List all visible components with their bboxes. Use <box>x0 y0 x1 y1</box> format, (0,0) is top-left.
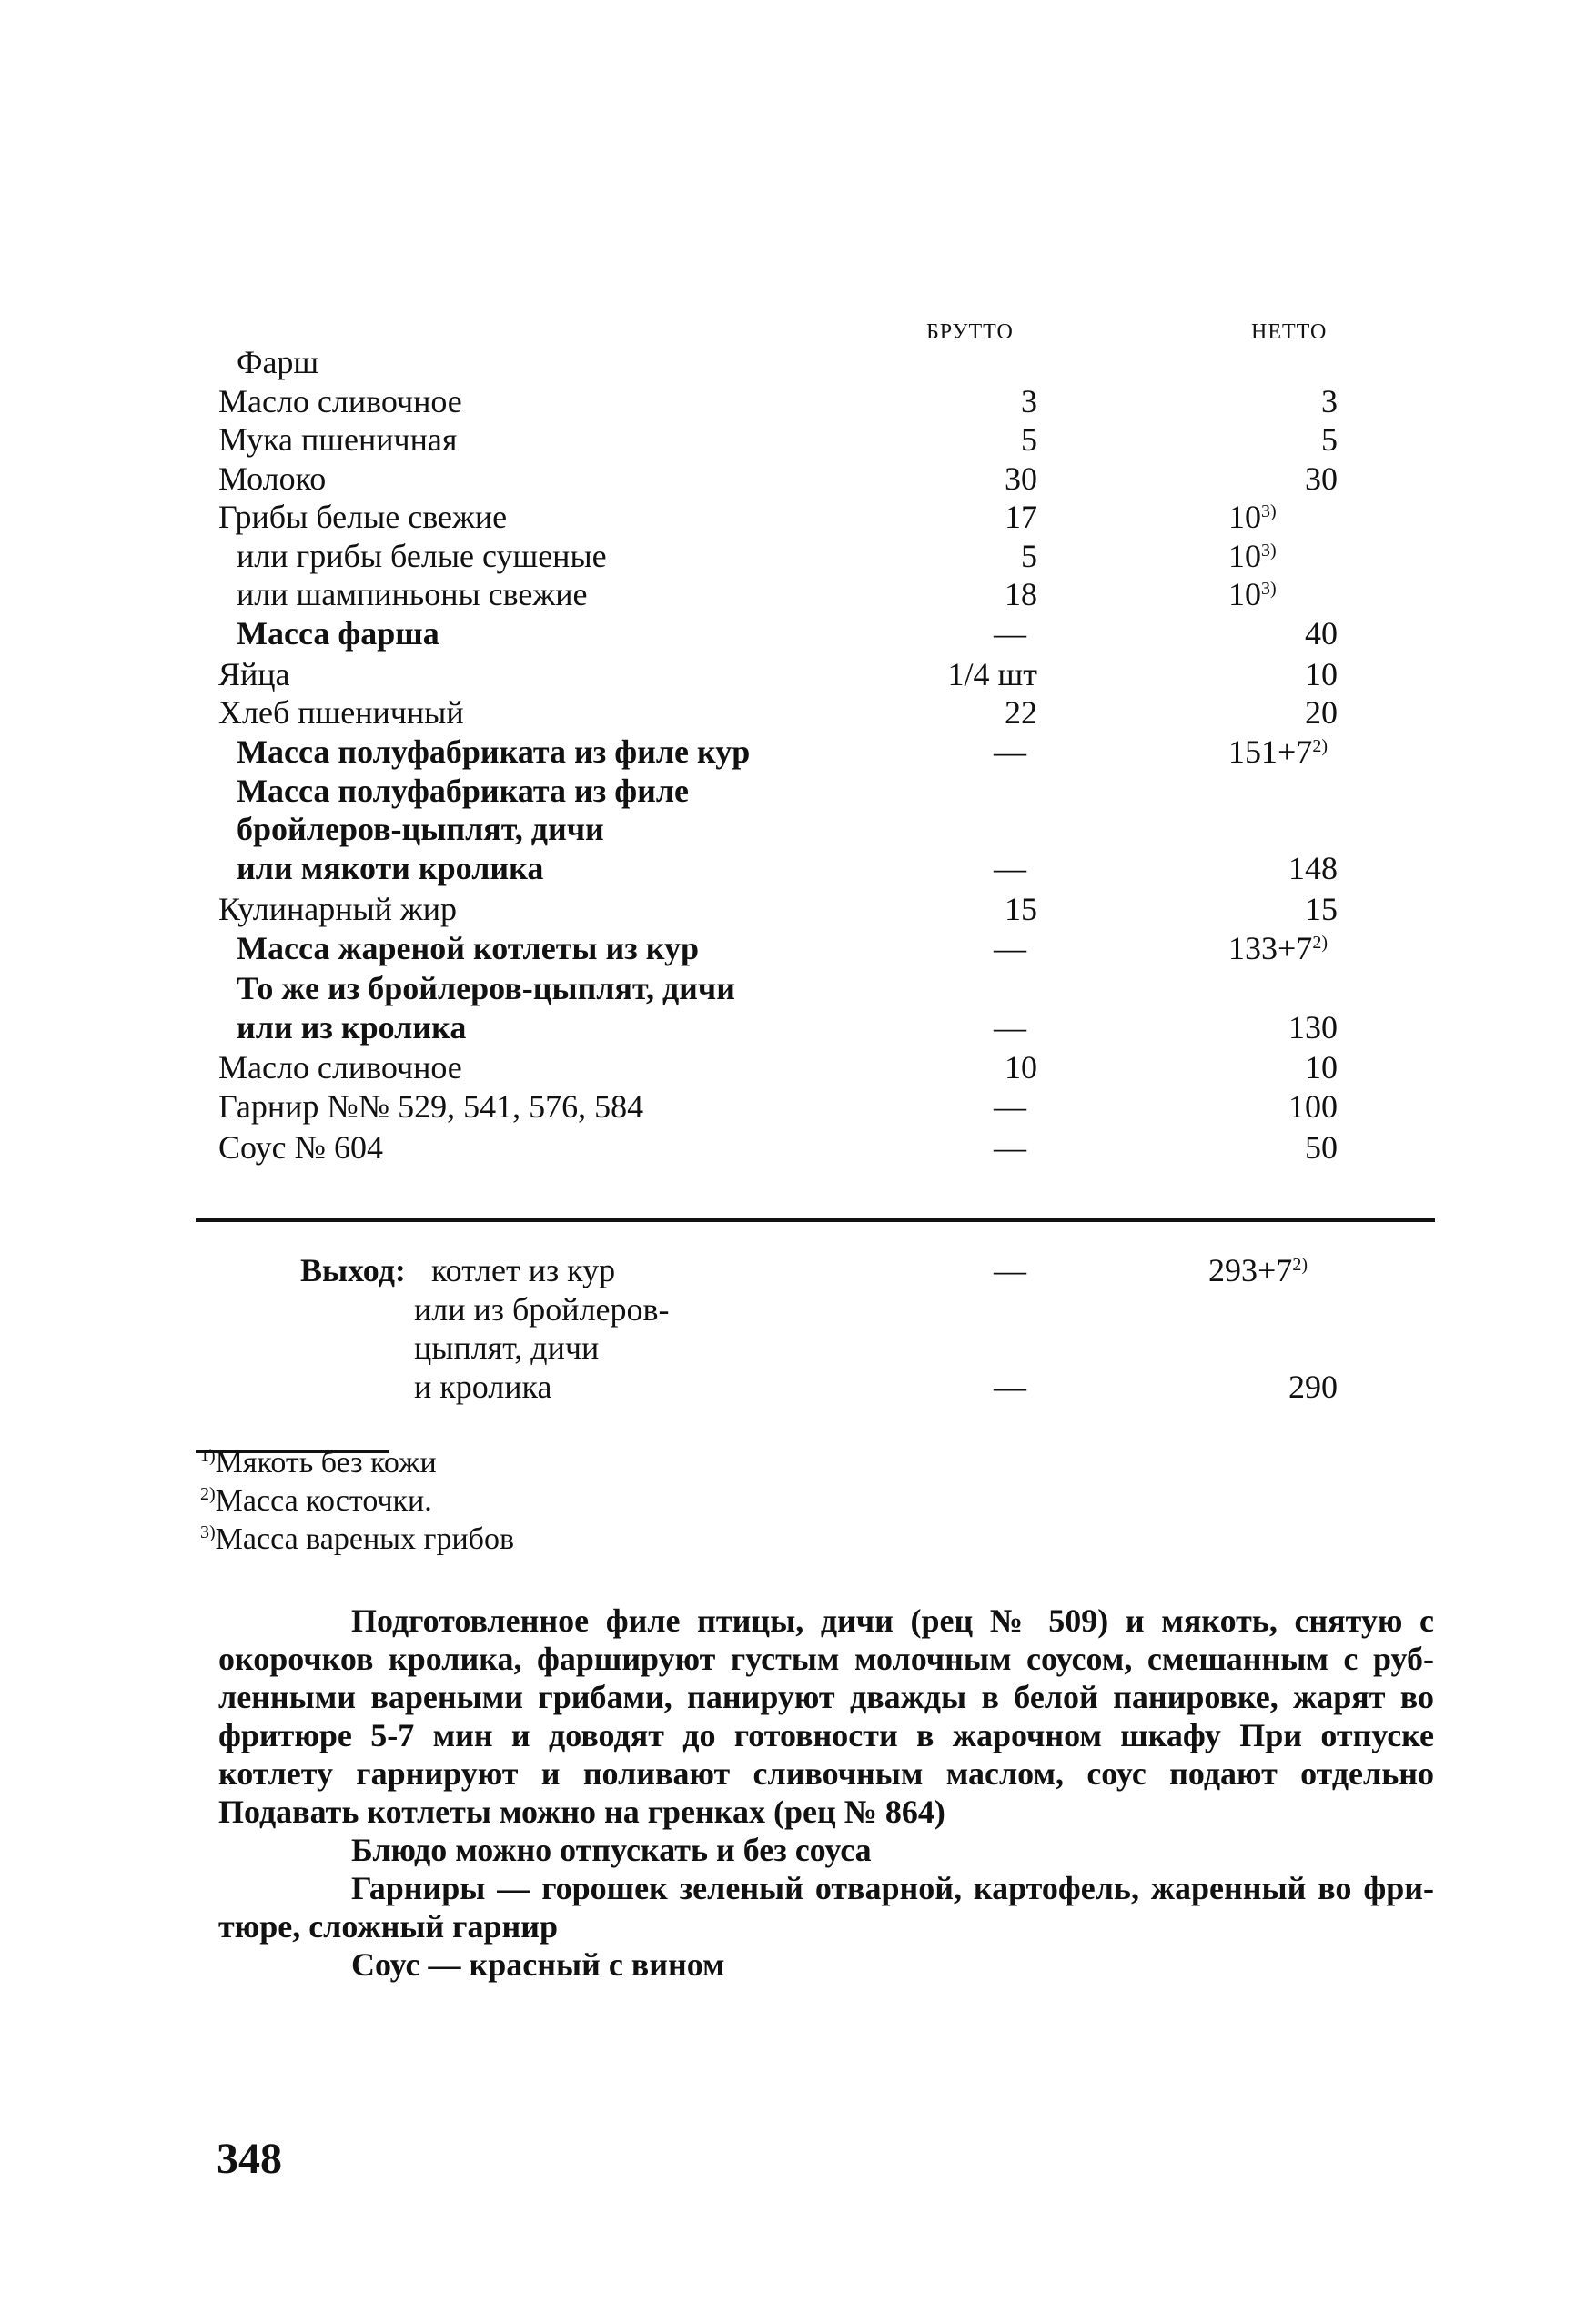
ingredient-name: или мякоти кролика <box>237 850 544 886</box>
footnote-mark: 3) <box>1261 579 1277 599</box>
ingredient-name: То же из бройлеров-цыплят, дичи <box>237 970 735 1006</box>
output-row <box>0 1251 1586 1289</box>
table-row <box>0 733 1586 771</box>
netto-value: 40 <box>1305 615 1338 652</box>
output-label: Выход: <box>300 1252 406 1288</box>
netto-value: 5 <box>1321 421 1338 458</box>
netto-value: 15 <box>1305 891 1338 927</box>
recipe-description <box>218 1602 1434 1984</box>
text-line: фритюре 5-7 мин и доводят до готовности в жарочном шкафу При отпуске <box>218 1717 1434 1753</box>
footnote: $^{3)}$Масса вареных грибов <box>200 1522 515 1556</box>
table-row <box>0 1087 1586 1126</box>
brutto-value: — <box>994 850 1026 886</box>
footnote: $^{2)}$Масса косточки. <box>200 1484 432 1518</box>
netto-value: $293+7^{2)}$ <box>1208 1252 1308 1288</box>
ingredient-name: или из кролика <box>237 1009 467 1046</box>
table-row <box>0 343 1586 381</box>
ingredient-name: или грибы белые сушеные <box>237 538 607 574</box>
table-row <box>0 420 1586 459</box>
text-line: ленными вареными грибами, панируют дважды в белой панировке, жарят во <box>218 1679 1434 1715</box>
footnote-mark: 1) <box>200 1446 216 1466</box>
table-row <box>0 849 1586 887</box>
footnote-mark: 3) <box>1261 541 1277 561</box>
output-text: котлет из кур <box>431 1252 616 1288</box>
brutto-value: — <box>994 1369 1026 1405</box>
table-row <box>0 1008 1586 1046</box>
netto-value: 10$^{3)}$ <box>1228 538 1277 574</box>
table-row <box>0 929 1586 967</box>
output-row <box>0 1329 1586 1367</box>
brutto-value: — <box>994 1252 1026 1288</box>
table-row <box>0 614 1586 652</box>
output-text: или из бройлеров- <box>414 1291 670 1328</box>
table-row <box>0 1128 1586 1167</box>
footnote-mark: 2) <box>1312 736 1328 756</box>
ingredient-name: Соус № 604 <box>218 1129 383 1166</box>
table-row <box>0 498 1586 536</box>
text-line: Соус — красный с вином <box>351 1946 725 1983</box>
table-row <box>0 575 1586 613</box>
ingredient-name: Хлеб пшеничный <box>218 694 464 731</box>
brutto-value: 3 <box>1021 383 1037 419</box>
netto-value: 10$^{3)}$ <box>1228 576 1277 612</box>
netto-value: 50 <box>1305 1129 1338 1166</box>
text-line: тюре, сложный гарнир <box>218 1908 559 1945</box>
ingredient-name: Масло сливочное <box>218 383 462 419</box>
table-row <box>0 772 1586 810</box>
ingredient-name: Гарнир №№ 529, 541, 576, 584 <box>218 1088 644 1125</box>
table-row <box>0 1048 1586 1086</box>
table-row <box>0 693 1586 732</box>
brutto-value: — <box>994 733 1026 770</box>
ingredient-name: Масса жареной котлеты из кур <box>237 930 699 966</box>
footnote-mark: 3) <box>200 1522 216 1542</box>
ingredient-name: Яйца <box>218 656 290 692</box>
footnote: $^{1)}$Мякоть без кожи <box>200 1446 437 1480</box>
brutto-value: 17 <box>1005 499 1037 535</box>
brutto-value: 30 <box>1005 460 1037 497</box>
ingredient-name: Фарш <box>237 344 319 380</box>
ingredient-name: Масса полуфабриката из филе кур <box>237 733 751 770</box>
table-row <box>0 460 1586 498</box>
text-line: котлету гарнируют и поливают сливочным маслом, соус подают отдельно <box>218 1755 1434 1792</box>
text-line: Гарниры — горошек зеленый отварной, картофель, жаренный во фри- <box>351 1870 1434 1906</box>
netto-value: 100 <box>1288 1088 1338 1125</box>
brutto-value: 22 <box>1005 694 1037 731</box>
brutto-value: 10 <box>1005 1049 1037 1086</box>
netto-value: 290 <box>1288 1369 1338 1405</box>
page-number: 348 <box>217 2135 282 2183</box>
brutto-value: — <box>994 615 1026 652</box>
output-text: и кролика <box>414 1369 552 1405</box>
netto-value: 3 <box>1321 383 1338 419</box>
netto-value: 30 <box>1305 460 1338 497</box>
netto-value: 10 <box>1305 1049 1338 1086</box>
brutto-value: 1/4 шт <box>947 656 1037 692</box>
column-header-brutto: БРУТТО <box>926 320 1014 344</box>
ingredient-name: или шампиньоны свежие <box>237 576 588 612</box>
brutto-value: 5 <box>1021 538 1037 574</box>
ingredient-name: Кулинарный жир <box>218 891 458 927</box>
netto-value: 20 <box>1305 694 1338 731</box>
table-row <box>0 382 1586 420</box>
netto-value: $133+7^{2)}$ <box>1228 930 1328 966</box>
text-line: Подавать котлеты можно на гренках (рец № 864) <box>218 1794 945 1830</box>
table-row <box>0 537 1586 575</box>
output-row <box>0 1368 1586 1406</box>
netto-value: 148 <box>1288 850 1338 886</box>
footnote-mark: 2) <box>1312 933 1328 953</box>
ingredient-name: Грибы белые свежие <box>218 499 508 535</box>
footnote-mark: 2) <box>1292 1255 1308 1275</box>
netto-value: $151+7^{2)}$ <box>1228 733 1328 770</box>
table-row <box>0 810 1586 848</box>
brutto-value: — <box>994 1088 1026 1125</box>
brutto-value: — <box>994 1009 1026 1046</box>
output-row <box>0 1290 1586 1329</box>
netto-value: 10$^{3)}$ <box>1228 499 1277 535</box>
footnote-mark: 3) <box>1261 501 1277 521</box>
text-line: окорочков кролика, фаршируют густым молочным соусом, смешанным с руб- <box>218 1641 1434 1677</box>
footnote-mark: 2) <box>200 1484 216 1504</box>
ingredient-name: Масса фарша <box>237 615 439 652</box>
table-rule <box>196 1218 1435 1222</box>
text-line: Блюдо можно отпускать и без соуса <box>351 1832 872 1868</box>
ingredient-name: Масло сливочное <box>218 1049 462 1086</box>
text-line: Подготовленное филе птицы, дичи (рец № 509) и мякоть, снятую с <box>351 1602 1434 1639</box>
ingredient-name: Мука пшеничная <box>218 421 458 458</box>
table-row <box>0 890 1586 928</box>
ingredient-name: бройлеров-цыплят, дичи <box>237 811 604 847</box>
ingredient-name: Масса полуфабриката из филе <box>237 773 690 809</box>
table-row <box>0 655 1586 693</box>
column-header-netto: НЕТТО <box>1251 320 1328 344</box>
netto-value: 130 <box>1288 1009 1338 1046</box>
netto-value: 10 <box>1305 656 1338 692</box>
output-text: цыплят, дичи <box>414 1329 600 1366</box>
ingredient-name: Молоко <box>218 460 327 497</box>
brutto-value: 18 <box>1005 576 1037 612</box>
brutto-value: — <box>994 930 1026 966</box>
brutto-value: — <box>994 1129 1026 1166</box>
brutto-value: 5 <box>1021 421 1037 458</box>
brutto-value: 15 <box>1005 891 1037 927</box>
table-row <box>0 969 1586 1007</box>
